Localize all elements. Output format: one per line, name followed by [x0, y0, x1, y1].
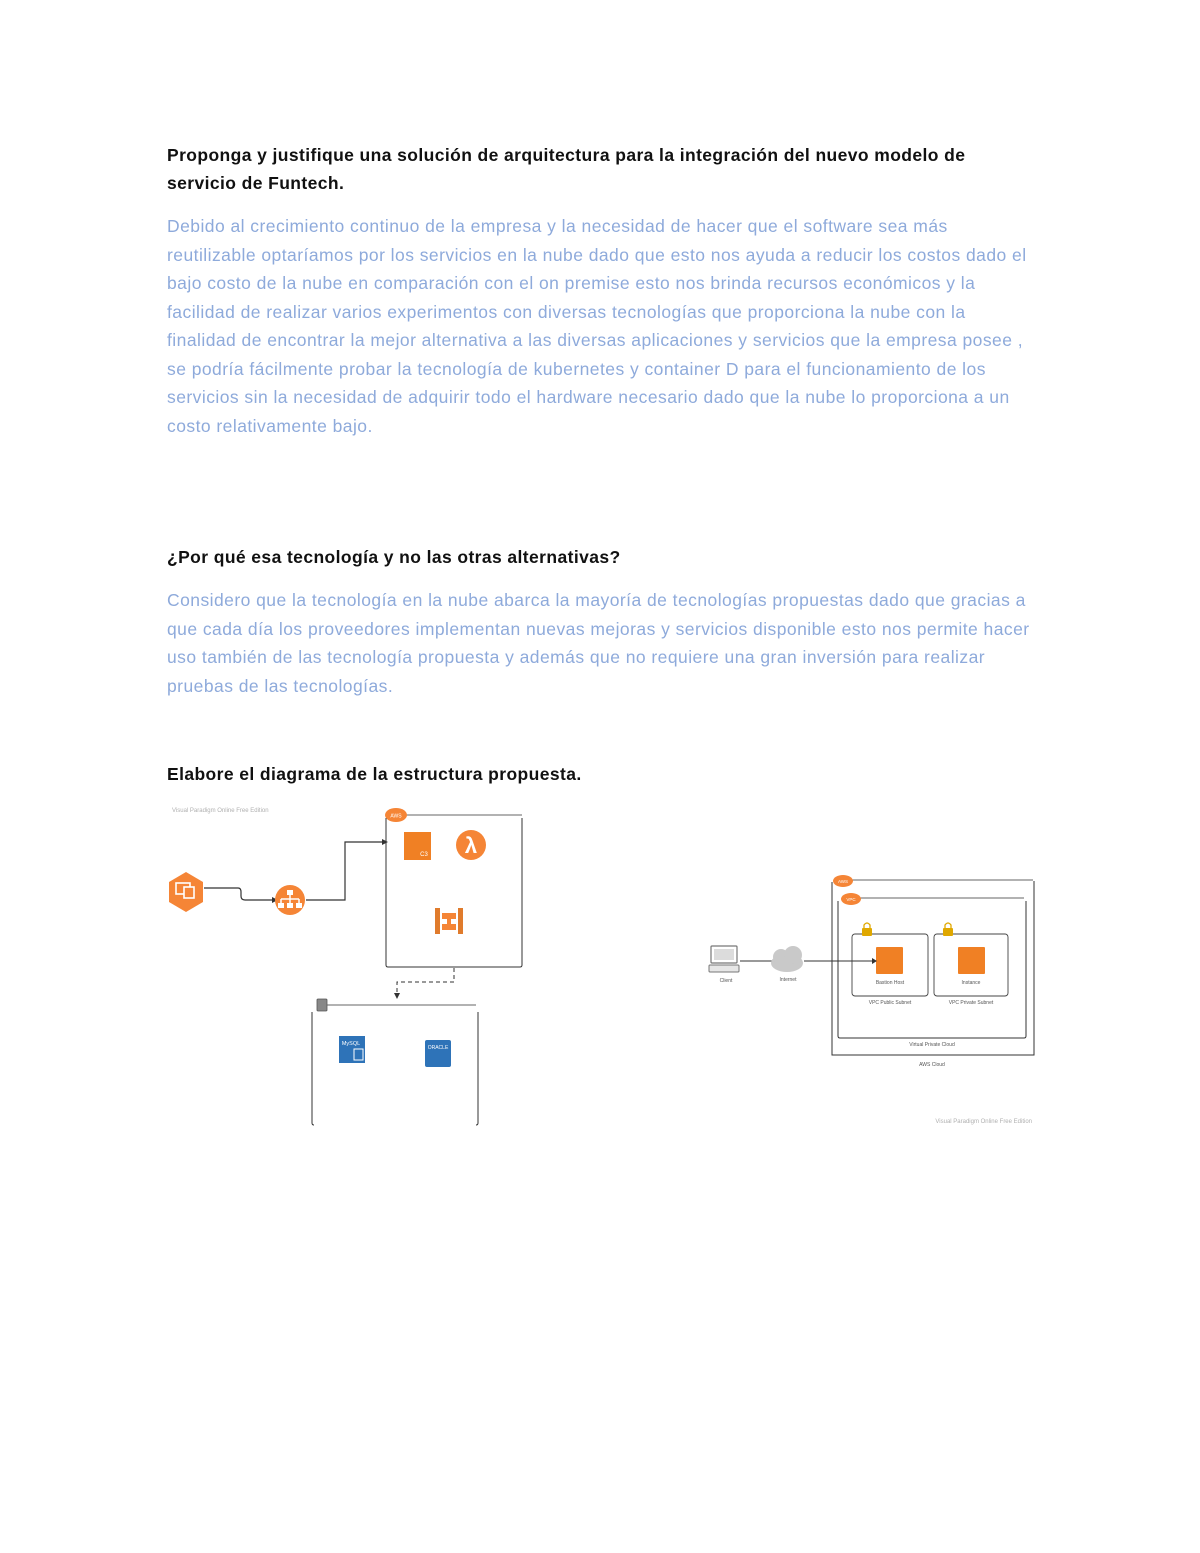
connector-cloud-db — [397, 968, 454, 996]
public-subnet-group — [852, 923, 928, 1006]
client-label: Client — [719, 978, 733, 984]
diagram-watermark: Visual Paradigm Online Free Edition — [935, 1119, 1032, 1125]
aws-cloud-group — [385, 808, 522, 967]
bastion-label: Bastion Host — [875, 980, 905, 986]
architecture-diagram-left — [160, 800, 540, 1135]
question-why-heading: ¿Por qué esa tecnología y no las otras alternativas? — [167, 547, 621, 567]
diagram-watermark: Visual Paradigm Online Free Edition — [172, 808, 269, 814]
mysql-database-icon — [339, 1036, 365, 1063]
client-devices-icon — [169, 872, 203, 912]
vpc-badge: VPC — [846, 897, 856, 902]
private-subnet-lock-icon — [943, 928, 953, 936]
private-instance-icon — [958, 947, 985, 974]
aws-cloud-frame — [832, 875, 1034, 1055]
question-architecture-heading: Proponga y justifique una solución de arquitectura para la integración del nuevo modelo de servicio de Funtech. — [167, 145, 966, 193]
svg-text:C3: C3 — [420, 852, 428, 858]
vpc-frame — [838, 893, 1026, 1038]
client-computer-icon — [709, 946, 739, 984]
database-group-icon — [317, 999, 327, 1011]
vpc-label: Virtual Private Cloud — [909, 1042, 955, 1048]
oracle-database-icon — [425, 1040, 451, 1067]
load-balancer-icon — [275, 885, 305, 915]
svg-text:ORACLE: ORACLE — [427, 1045, 449, 1051]
connector-lb-cloud — [306, 842, 382, 900]
answer-why-text: Considero que la tecnología en la nube abarca la mayoría de tecnologías propuestas dado que gracias a que cada día los proveedores implementan nuevas mejoras y servicios disponible esto nos permite hacer uso también de las tecnología propuesta y además que no requiere una gran inversión para realizar pruebas de las tecnologías. — [167, 590, 1030, 696]
public-subnet-lock-icon — [862, 928, 872, 936]
private-subnet-group — [934, 923, 1008, 1006]
connector-client-lb — [204, 888, 272, 900]
bastion-host-icon — [876, 947, 903, 974]
svg-text:MySQL: MySQL — [341, 1041, 361, 1047]
answer-architecture-text: Debido al crecimiento continuo de la empresa y la necesidad de hacer que el software sea más reutilizable optaríamos por los servicios en la nube dado que esto nos ayuda a reducir los costos dado el bajo costo de la nube en comparación con el on premise esto nos brinda recursos económicos y la facilidad de realizar varios experimentos con diversas tecnologías que proporciona la nube con la finalidad de encontrar la mejor alternativa a las diversas aplicaciones y servicios que la empresa posee , se podría fácilmente probar la tecnología de kubernetes y container D para el funcionamiento de los servicios sin la necesidad de adquirir todo el hardware necesario dado que la nube lo proporciona a un costo relativamente bajo. — [167, 216, 1027, 436]
vpc-network-diagram — [700, 870, 1040, 1132]
public-subnet-label: VPC Public Subnet — [868, 1000, 912, 1006]
cloud-label: AWS Cloud — [919, 1062, 945, 1068]
private-subnet-label: VPC Private Subnet — [948, 1000, 994, 1006]
internet-cloud-icon — [771, 946, 803, 983]
private-instance-label: Instance — [961, 980, 981, 986]
ec2-instance-icon — [404, 832, 431, 860]
svg-text:λ: λ — [464, 833, 478, 858]
question-diagram-heading: Elabore el diagrama de la estructura propuesta. — [167, 764, 582, 784]
container-service-icon — [435, 908, 463, 934]
lambda-icon — [456, 830, 486, 860]
database-group — [312, 999, 478, 1125]
aws-badge: AWS — [390, 813, 402, 820]
aws-badge: AWS — [837, 879, 849, 884]
internet-label: Internet — [779, 977, 797, 983]
